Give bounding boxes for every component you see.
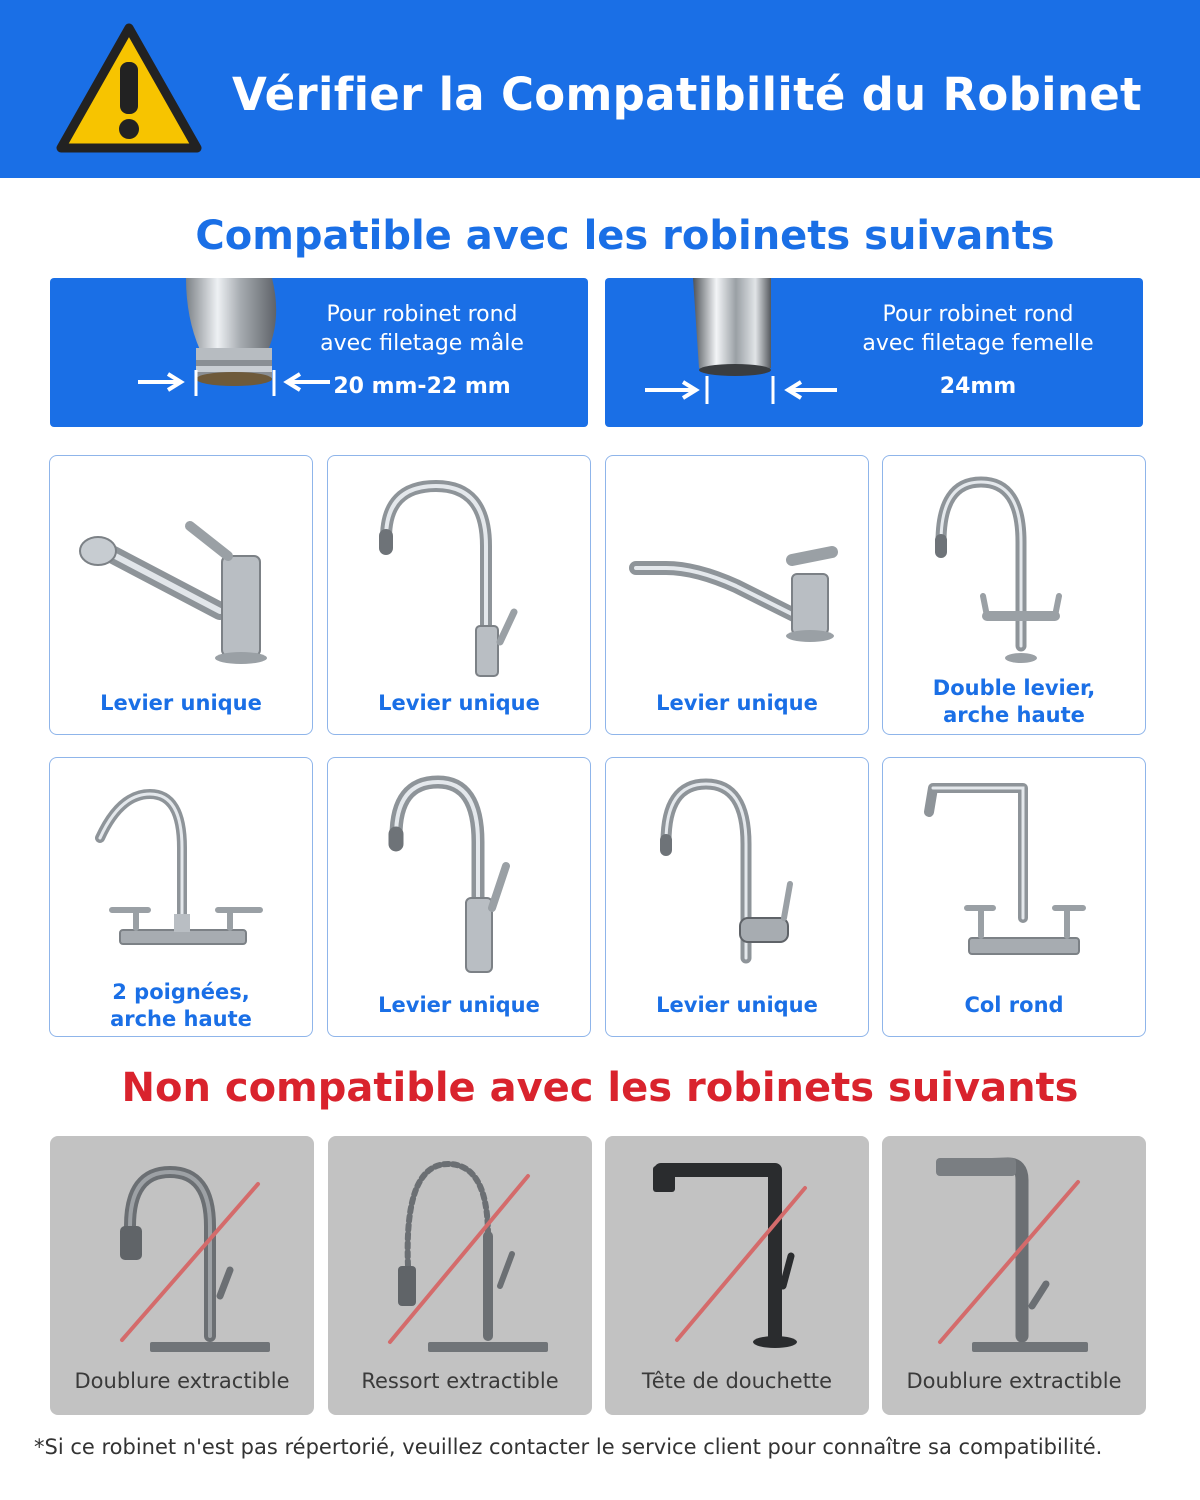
faucet-card-7 bbox=[605, 757, 869, 1037]
pull-out-single-lever-faucet-icon bbox=[50, 456, 314, 686]
faucet-label: Levier unique bbox=[656, 993, 818, 1017]
pull-down-sprayer-faucet-icon bbox=[50, 1136, 314, 1366]
faucet-label: Levier unique bbox=[378, 691, 540, 715]
page-title: Vérifier la Compatibilité du Robinet bbox=[232, 68, 1142, 121]
spring-pull-out-faucet-icon bbox=[328, 1136, 592, 1366]
thread-size: 24mm bbox=[939, 374, 1017, 399]
footnote: *Si ce robinet n'est pas répertorié, veuillez contacter le service client pour connaître sa compatibilité. bbox=[34, 1435, 1103, 1459]
non-compatible-label: Tête de douchette bbox=[641, 1369, 833, 1393]
faucet-card-5 bbox=[49, 757, 313, 1037]
non-compatible-card-1 bbox=[50, 1136, 314, 1415]
faucet-card-3 bbox=[605, 455, 869, 735]
gooseneck-side-lever-faucet-icon bbox=[328, 758, 592, 988]
faucet-label-line1: Double levier, bbox=[932, 676, 1096, 700]
faucet-label: Levier unique bbox=[378, 993, 540, 1017]
header-banner bbox=[0, 0, 1200, 178]
non-compatible-card-4 bbox=[882, 1136, 1146, 1415]
faucet-card-1 bbox=[49, 455, 313, 735]
pull-out-liner-faucet-icon bbox=[882, 1136, 1146, 1366]
faucet-label: Col rond bbox=[964, 993, 1064, 1017]
pull-out-shower-head-faucet-icon bbox=[605, 1136, 869, 1366]
non-compatible-section-title: Non compatible avec les robinets suivants bbox=[121, 1065, 1079, 1111]
curved-single-lever-faucet-icon bbox=[606, 758, 870, 988]
non-compatible-label: Ressort extractible bbox=[361, 1369, 559, 1393]
female-thread-box bbox=[605, 278, 1143, 427]
warning-icon bbox=[55, 22, 203, 157]
faucet-card-4 bbox=[882, 455, 1146, 735]
thread-line1: Pour robinet rond bbox=[326, 302, 518, 327]
faucet-label-line1: 2 poignées, bbox=[112, 980, 250, 1004]
faucet-card-8 bbox=[882, 757, 1146, 1037]
faucet-card-6 bbox=[327, 757, 591, 1037]
non-compatible-card-3 bbox=[605, 1136, 869, 1415]
faucet-label-line2: arche haute bbox=[943, 703, 1085, 727]
low-spout-single-lever-faucet-icon bbox=[606, 456, 870, 686]
faucet-card-2 bbox=[327, 455, 591, 735]
thread-size: 20 mm-22 mm bbox=[333, 374, 511, 399]
non-compatible-card-2 bbox=[328, 1136, 592, 1415]
thread-line2: avec filetage femelle bbox=[862, 331, 1094, 356]
non-compatible-label: Doublure extractible bbox=[906, 1369, 1122, 1393]
faucet-label: Levier unique bbox=[100, 691, 262, 715]
thread-line1: Pour robinet rond bbox=[882, 302, 1074, 327]
two-handle-high-arch-faucet-icon bbox=[50, 758, 314, 988]
male-thread-box bbox=[50, 278, 588, 427]
compatible-section-title: Compatible avec les robinets suivants bbox=[195, 213, 1055, 259]
double-lever-high-arch-faucet-icon bbox=[883, 456, 1147, 686]
gooseneck-single-lever-faucet-icon bbox=[328, 456, 592, 686]
faucet-label-line2: arche haute bbox=[110, 1007, 252, 1031]
round-neck-faucet-icon bbox=[883, 758, 1147, 988]
faucet-label: Levier unique bbox=[656, 691, 818, 715]
thread-line2: avec filetage mâle bbox=[320, 331, 524, 356]
non-compatible-label: Doublure extractible bbox=[74, 1369, 290, 1393]
